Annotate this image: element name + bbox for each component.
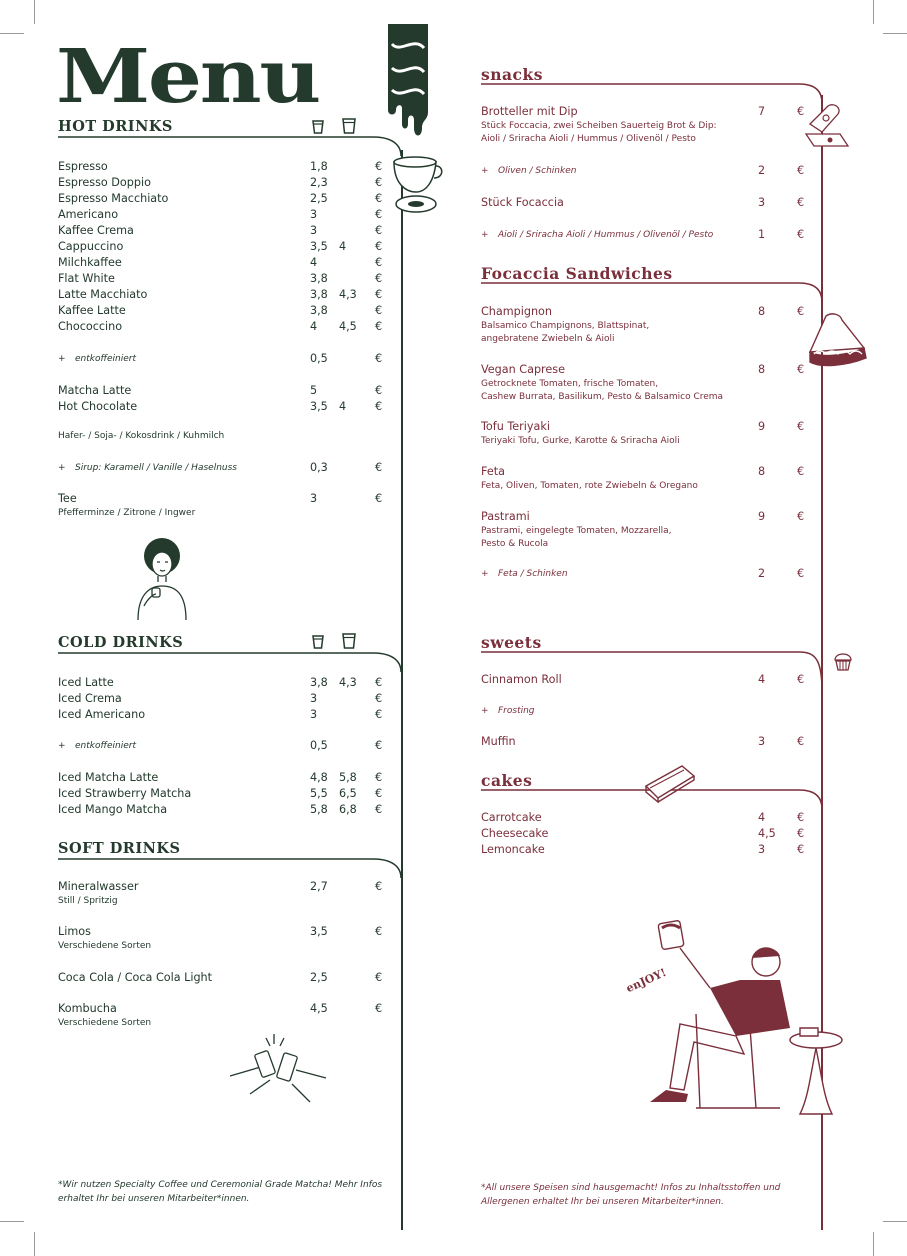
price-small: 2,7 — [310, 880, 328, 893]
price-small: 3,5 — [310, 925, 328, 938]
item-description: Hafer- / Soja- / Kokosdrink / Kuhmilch — [58, 431, 225, 441]
left-footnote: *Wir nutzen Specialty Coffee und Ceremonial Grade Matcha! Mehr Infos erhaltet Ihr bei unseren Mitarbeiter*innen. — [58, 1180, 383, 1204]
euro-sign: € — [375, 925, 383, 938]
menu-item-name: Carrotcake — [481, 811, 542, 824]
menu-item-name: Brotteller mit Dip — [481, 105, 578, 118]
price-small: 3 — [310, 692, 318, 705]
menu-item-name: Latte Macchiato — [58, 288, 148, 301]
euro-sign: € — [797, 228, 805, 241]
center-divider-green — [401, 150, 403, 1230]
plus-sign: + — [481, 569, 489, 579]
snacks-rule — [481, 83, 826, 103]
item-description: Verschiedene Sorten — [58, 941, 152, 951]
euro-sign: € — [797, 305, 805, 318]
menu-item-name: Vegan Caprese — [481, 363, 565, 376]
price-large: 6,5 — [339, 787, 357, 800]
item-description: Verschiedene Sorten — [58, 1018, 152, 1028]
price-small: 3 — [310, 208, 318, 221]
price-large: 4 — [339, 400, 347, 413]
menu-item-name: Kombucha — [58, 1002, 117, 1015]
item-description: Cashew Burrata, Basilikum, Pesto & Balsamico Crema — [481, 392, 724, 402]
price-small: 5,5 — [310, 787, 328, 800]
euro-sign: € — [797, 510, 805, 523]
menu-item-name: Frosting — [498, 706, 535, 716]
plus-sign: + — [481, 166, 489, 176]
menu-item-name: Sirup: Karamell / Vanille / Haselnuss — [75, 463, 237, 473]
menu-item-name: Kaffee Crema — [58, 224, 134, 237]
soft-drinks-heading: SOFT DRINKS — [58, 840, 181, 857]
plus-sign: + — [481, 706, 489, 716]
euro-sign: € — [797, 567, 805, 580]
focaccia-sandwiches-heading: Focaccia Sandwiches — [481, 264, 673, 283]
price-large: 4,3 — [339, 676, 357, 689]
man-enjoying-illustration — [640, 918, 846, 1118]
menu-item-name: Tofu Teriyaki — [481, 420, 550, 433]
price: 2 — [758, 164, 766, 177]
item-description: Still / Spritzig — [58, 896, 118, 906]
plus-sign: + — [58, 463, 66, 473]
price: 9 — [758, 510, 766, 523]
price: 1 — [758, 228, 766, 241]
menu-item-name: entkoffeiniert — [75, 354, 136, 364]
woman-drinking-illustration — [132, 536, 192, 622]
euro-sign: € — [375, 676, 383, 689]
cake-slice-illustration — [644, 764, 696, 802]
menu-item-name: Iced Americano — [58, 708, 146, 721]
price-small: 4,5 — [310, 1002, 328, 1015]
euro-sign: € — [375, 692, 383, 705]
cakes-heading: cakes — [481, 771, 533, 790]
cold-drinks-rule — [58, 652, 403, 672]
menu-item-name: Espresso — [58, 160, 108, 173]
item-description: Balsamico Champignons, Blattspinat, — [481, 321, 650, 331]
euro-sign: € — [375, 352, 383, 365]
menu-item-name: Cheesecake — [481, 827, 549, 840]
menu-item-name: Feta — [481, 465, 505, 478]
item-description: Pastrami, eingelegte Tomaten, Mozzarella, — [481, 526, 672, 536]
plus-sign: + — [58, 354, 66, 364]
price: 3 — [758, 735, 766, 748]
menu-item-name: Limos — [58, 925, 91, 938]
plus-sign: + — [481, 230, 489, 240]
price-small: 3,8 — [310, 288, 328, 301]
menu-item-name: Iced Strawberry Matcha — [58, 787, 192, 800]
euro-sign: € — [797, 465, 805, 478]
coffee-cup-illustration — [388, 152, 448, 218]
euro-sign: € — [797, 673, 805, 686]
price-small: 2,5 — [310, 192, 328, 205]
price-small: 2,5 — [310, 971, 328, 984]
hot-drinks-rule — [58, 136, 403, 156]
cheers-drinks-illustration — [230, 1030, 326, 1110]
menu-item-name: Muffin — [481, 735, 516, 748]
menu-item-name: Mineralwasser — [58, 880, 139, 893]
item-description: Feta, Oliven, Tomaten, rote Zwiebeln & Oregano — [481, 481, 698, 491]
menu-item-name: Cappuccino — [58, 240, 124, 253]
price-large: 4,3 — [339, 288, 357, 301]
euro-sign: € — [375, 708, 383, 721]
menu-item-name: Coca Cola / Coca Cola Light — [58, 971, 213, 984]
price: 7 — [758, 105, 766, 118]
euro-sign: € — [375, 971, 383, 984]
price-small: 3,5 — [310, 240, 328, 253]
menu-item-name: Tee — [58, 492, 77, 505]
price-small: 3 — [310, 492, 318, 505]
item-description: Teriyaki Tofu, Gurke, Karotte & Sriracha Aioli — [481, 436, 680, 446]
enjoy-text: enJOY! — [624, 965, 669, 996]
price: 8 — [758, 305, 766, 318]
euro-sign: € — [375, 192, 383, 205]
euro-sign: € — [375, 492, 383, 505]
euro-sign: € — [375, 803, 383, 816]
item-description: Pfefferminze / Zitrone / Ingwer — [58, 508, 196, 518]
euro-sign: € — [375, 400, 383, 413]
menu-item-name: Stück Focaccia — [481, 196, 564, 209]
price: 2 — [758, 567, 766, 580]
price: 9 — [758, 420, 766, 433]
price-small: 4 — [310, 256, 318, 269]
plus-sign: + — [58, 741, 66, 751]
item-description: Aioli / Sriracha Aioli / Hummus / Olivenöl / Pesto — [481, 134, 696, 144]
euro-sign: € — [797, 196, 805, 209]
price-small: 5,8 — [310, 803, 328, 816]
item-description: Stück Foccacia, zwei Scheiben Sauerteig Brot & Dip: — [481, 121, 717, 131]
item-description: angebratene Zwiebeln & Aioli — [481, 334, 615, 344]
euro-sign: € — [797, 811, 805, 824]
euro-sign: € — [797, 827, 805, 840]
menu-item-name: Aioli / Sriracha Aioli / Hummus / Olivenöl / Pesto — [498, 230, 714, 240]
price-small: 4 — [310, 320, 318, 333]
hot-drinks-heading: HOT DRINKS — [58, 118, 173, 135]
euro-sign: € — [375, 176, 383, 189]
menu-item-name: Hot Chocolate — [58, 400, 138, 413]
euro-sign: € — [375, 288, 383, 301]
price-small: 0,5 — [310, 739, 328, 752]
sweets-heading: sweets — [481, 633, 542, 652]
menu-item-name: Iced Crema — [58, 692, 122, 705]
muffin-illustration — [832, 650, 854, 672]
euro-sign: € — [375, 160, 383, 173]
sandwich-illustration — [806, 312, 870, 370]
menu-item-name: Flat White — [58, 272, 115, 285]
price: 4 — [758, 811, 766, 824]
price: 4,5 — [758, 827, 776, 840]
menu-item-name: Kaffee Latte — [58, 304, 126, 317]
euro-sign: € — [797, 105, 805, 118]
euro-sign: € — [375, 1002, 383, 1015]
menu-item-name: Lemoncake — [481, 843, 545, 856]
euro-sign: € — [375, 739, 383, 752]
drip-icon — [384, 24, 432, 144]
euro-sign: € — [797, 735, 805, 748]
price-small: 1,8 — [310, 160, 328, 173]
focaccia-rule — [481, 282, 826, 302]
menu-item-name: Milchkaffee — [58, 256, 122, 269]
menu-item-name: Iced Latte — [58, 676, 114, 689]
price-small: 3 — [310, 224, 318, 237]
price: 8 — [758, 363, 766, 376]
item-description: Getrocknete Tomaten, frische Tomaten, — [481, 379, 659, 389]
menu-item-name: Feta / Schinken — [498, 569, 568, 579]
price-large: 4,5 — [339, 320, 357, 333]
euro-sign: € — [375, 240, 383, 253]
euro-sign: € — [375, 787, 383, 800]
price: 3 — [758, 843, 766, 856]
menu-item-name: Iced Mango Matcha — [58, 803, 168, 816]
euro-sign: € — [375, 272, 383, 285]
price-large: 4 — [339, 240, 347, 253]
right-footnote: *All unsere Speisen sind hausgemacht! Infos zu Inhaltsstoffen und Allergenen erhaltet Ihr bei unseren Mitarbeiter*innen. — [481, 1183, 781, 1207]
euro-sign: € — [375, 208, 383, 221]
menu-item-name: Espresso Macchiato — [58, 192, 169, 205]
euro-sign: € — [797, 843, 805, 856]
price-small: 4,8 — [310, 771, 328, 784]
menu-item-name: Matcha Latte — [58, 384, 132, 397]
menu-item-name: Chococcino — [58, 320, 123, 333]
euro-sign: € — [375, 320, 383, 333]
euro-sign: € — [797, 363, 805, 376]
menu-item-name: Americano — [58, 208, 119, 221]
item-description: Pesto & Rucola — [481, 539, 549, 549]
price-small: 0,5 — [310, 352, 328, 365]
euro-sign: € — [375, 384, 383, 397]
price: 3 — [758, 196, 766, 209]
euro-sign: € — [375, 461, 383, 474]
euro-sign: € — [375, 224, 383, 237]
price-small: 0,3 — [310, 461, 328, 474]
euro-sign: € — [375, 304, 383, 317]
price-small: 5 — [310, 384, 318, 397]
price-small: 3,8 — [310, 676, 328, 689]
price-small: 2,3 — [310, 176, 328, 189]
euro-sign: € — [375, 880, 383, 893]
menu-item-name: Cinnamon Roll — [481, 673, 562, 686]
menu-item-name: Oliven / Schinken — [498, 166, 577, 176]
menu-item-name: Espresso Doppio — [58, 176, 151, 189]
menu-item-name: Iced Matcha Latte — [58, 771, 159, 784]
price: 8 — [758, 465, 766, 478]
snacks-heading: snacks — [481, 65, 543, 84]
euro-sign: € — [375, 256, 383, 269]
euro-sign: € — [797, 164, 805, 177]
price-small: 3,8 — [310, 272, 328, 285]
small-cup-icon — [312, 120, 324, 134]
price-small: 3,8 — [310, 304, 328, 317]
price-large: 5,8 — [339, 771, 357, 784]
page-title: Menu — [56, 34, 319, 120]
menu-item-name: Pastrami — [481, 510, 530, 523]
price: 4 — [758, 673, 766, 686]
large-cup-icon — [342, 118, 356, 134]
small-cup-icon — [312, 635, 324, 649]
price-small: 3 — [310, 708, 318, 721]
bread-plate-illustration — [800, 102, 850, 154]
price-small: 3,5 — [310, 400, 328, 413]
soft-drinks-rule — [58, 858, 403, 878]
cold-drinks-heading: COLD DRINKS — [58, 634, 184, 651]
price-large: 6,8 — [339, 803, 357, 816]
euro-sign: € — [797, 420, 805, 433]
large-cup-icon — [342, 633, 356, 649]
euro-sign: € — [375, 771, 383, 784]
menu-item-name: Champignon — [481, 305, 552, 318]
menu-item-name: entkoffeiniert — [75, 741, 136, 751]
